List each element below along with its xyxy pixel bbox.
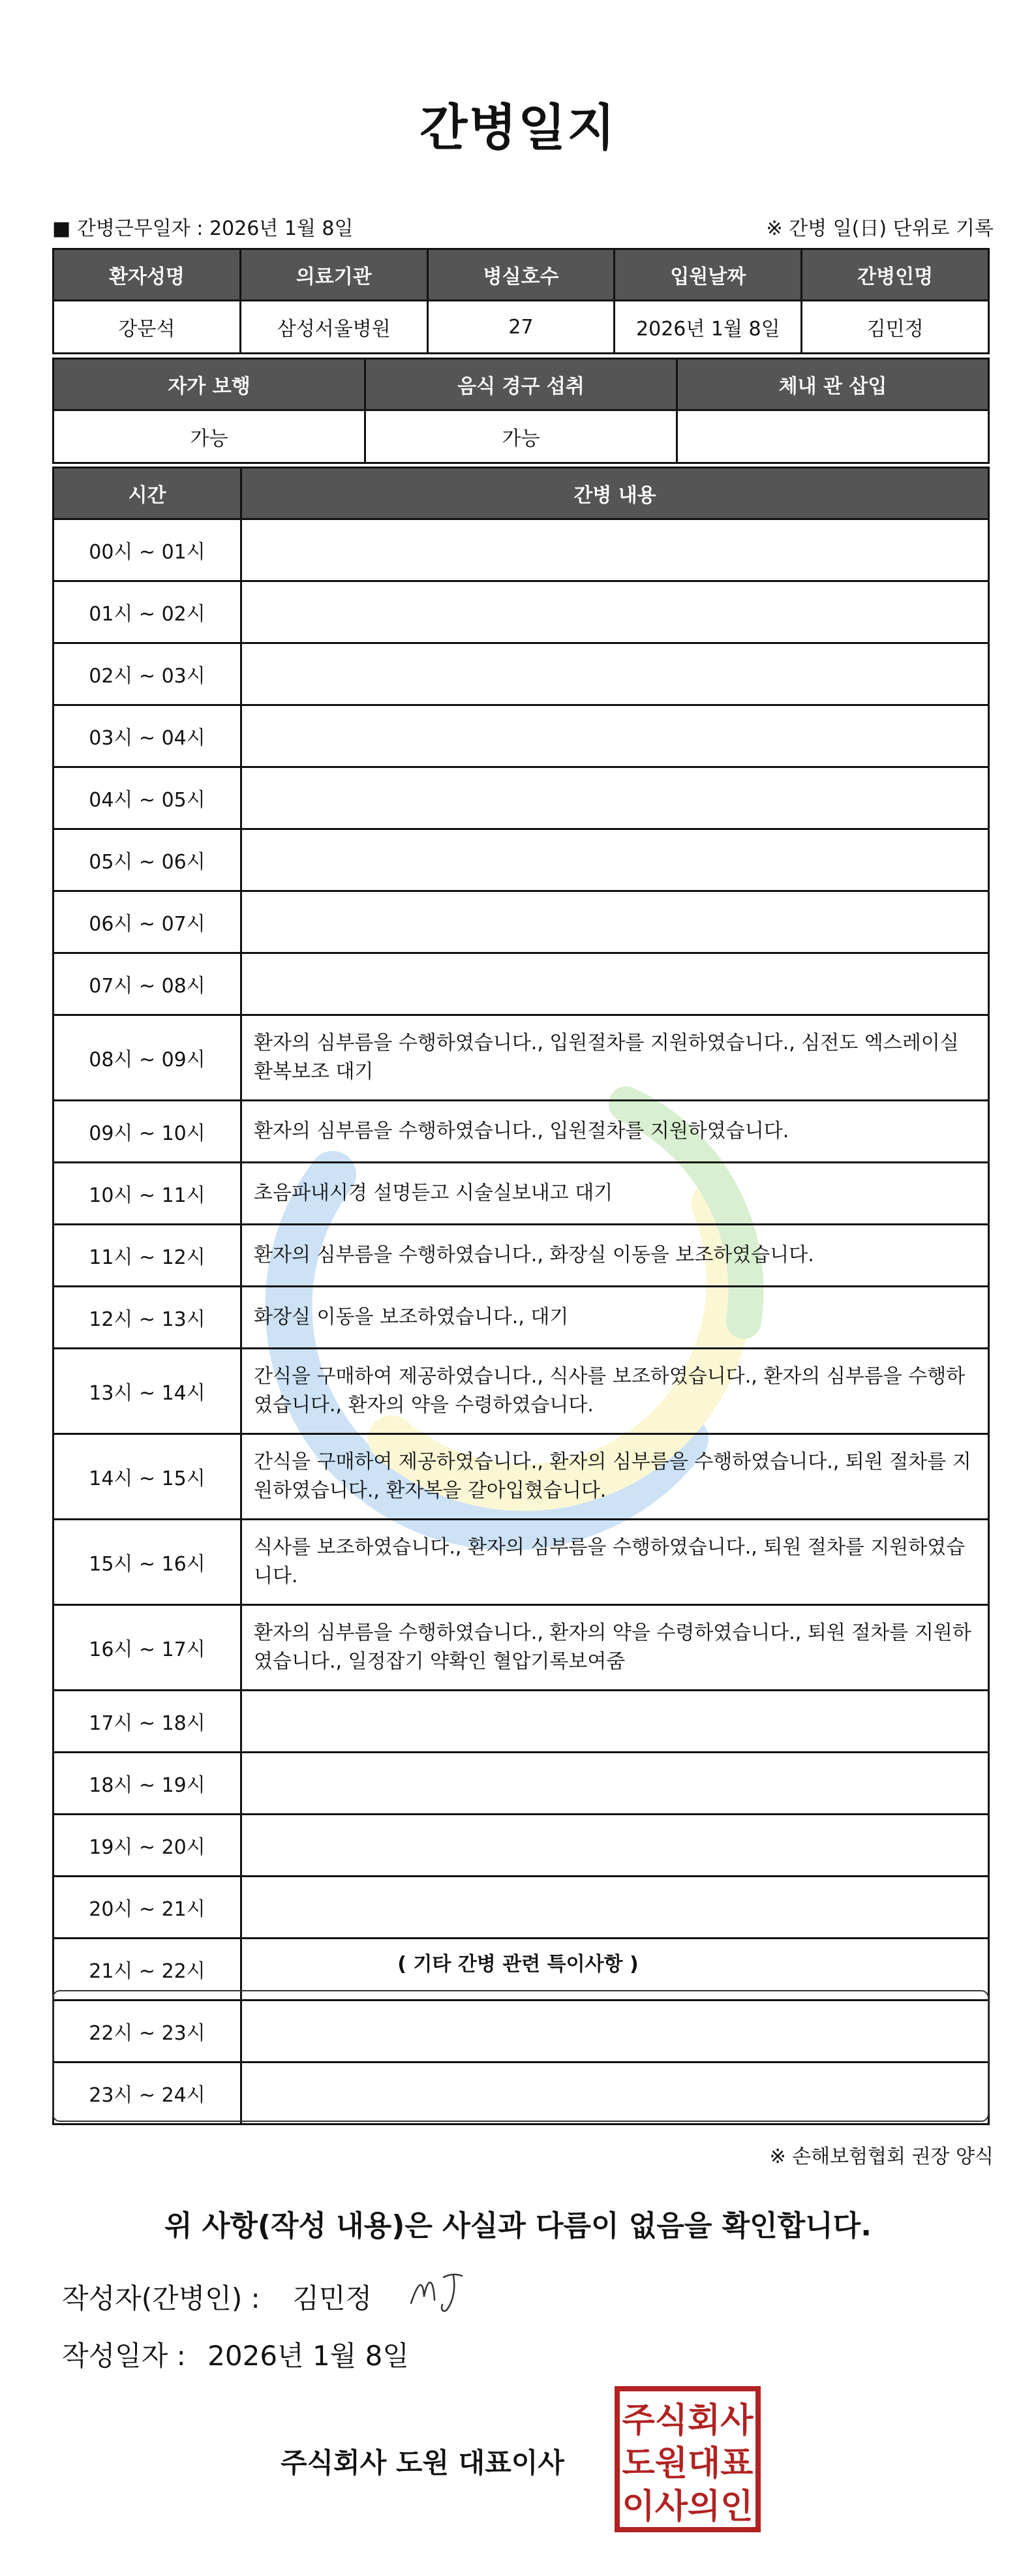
header-tube: 체내 관 삽입 <box>677 359 989 410</box>
table-row <box>53 1753 989 1815</box>
caregiver-name: 김민정 <box>802 301 989 354</box>
table-row <box>53 1691 989 1753</box>
page-title: 간병일지 <box>419 99 617 157</box>
writer-label: 작성자(간병인) : <box>62 2282 260 2314</box>
writer-name: 김민정 <box>292 2282 373 2314</box>
header-room: 병실호수 <box>427 249 615 301</box>
header-hospital: 의료기관 <box>240 249 427 301</box>
table-row <box>53 1349 989 1434</box>
oral-intake-value: 가능 <box>365 410 677 463</box>
time-slot: 12시 ~ 13시 <box>53 1287 241 1349</box>
work-date-value: 2026년 1월 8일 <box>209 217 354 240</box>
table-row <box>53 953 989 1015</box>
time-slot: 08시 ~ 09시 <box>53 1015 241 1101</box>
table-row <box>53 705 989 767</box>
hospital-name: 삼성서울병원 <box>240 301 427 354</box>
care-content <box>241 1753 989 1815</box>
company-name: 주식회사 도원 대표이사 <box>281 2447 564 2479</box>
walking-value: 가능 <box>53 410 365 463</box>
table-row <box>53 1605 989 1691</box>
time-slot: 01시 ~ 02시 <box>53 581 241 643</box>
time-slot: 02시 ~ 03시 <box>53 643 241 705</box>
care-log-body <box>53 519 989 2124</box>
time-slot: 22시 ~ 23시 <box>53 2001 241 2062</box>
time-slot: 21시 ~ 22시 <box>53 1939 241 2001</box>
table-row <box>53 1877 989 1939</box>
time-slot: 09시 ~ 10시 <box>53 1101 241 1163</box>
seal-line-2: 도원대표 <box>622 2444 754 2483</box>
table-row <box>53 1520 989 1605</box>
time-slot: 13시 ~ 14시 <box>53 1349 241 1434</box>
care-log-table <box>52 467 990 2125</box>
time-slot: 23시 ~ 24시 <box>53 2062 241 2124</box>
patient-name: 강문석 <box>53 301 241 354</box>
care-content <box>241 643 989 705</box>
care-content <box>241 1691 989 1753</box>
time-slot: 00시 ~ 01시 <box>53 519 241 581</box>
admission-date: 2026년 1월 8일 <box>615 301 802 354</box>
work-date-label: ■ 간병근무일자 : <box>52 217 204 240</box>
header-patient-name: 환자성명 <box>53 249 241 301</box>
time-slot: 03시 ~ 04시 <box>53 705 241 767</box>
time-slot: 07시 ~ 08시 <box>53 953 241 1015</box>
care-content <box>241 953 989 1015</box>
time-slot: 14시 ~ 15시 <box>53 1434 241 1520</box>
care-content <box>241 1815 989 1877</box>
care-content: 초음파내시경 설명듣고 시술실보내고 대기 <box>241 1163 989 1225</box>
care-content <box>241 519 989 581</box>
header-oral-intake: 음식 경구 섭취 <box>365 359 677 410</box>
table-row <box>53 1434 989 1520</box>
table-row <box>53 1101 989 1163</box>
seal-line-3: 이사의인 <box>622 2487 754 2526</box>
table-row <box>53 1015 989 1101</box>
writer-line <box>62 2277 372 2316</box>
table-row <box>53 1225 989 1287</box>
time-slot: 05시 ~ 06시 <box>53 829 241 891</box>
table-row <box>53 643 989 705</box>
care-content <box>241 767 989 829</box>
header-time: 시간 <box>53 468 241 519</box>
ability-table <box>52 358 990 464</box>
care-content: 환자의 심부름을 수행하였습니다., 화장실 이동을 보조하였습니다. <box>241 1225 989 1287</box>
care-content <box>241 829 989 891</box>
time-slot: 17시 ~ 18시 <box>53 1691 241 1753</box>
care-content: 간식을 구매하여 제공하였습니다., 식사를 보조하였습니다., 환자의 심부름을 수행하였습니다., 환자의 약을 수령하였습니다. <box>241 1349 989 1434</box>
seal-line-1: 주식회사 <box>622 2401 754 2440</box>
header-walking: 자가 보행 <box>53 359 365 410</box>
table-row <box>53 1287 989 1349</box>
time-slot: 15시 ~ 16시 <box>53 1520 241 1605</box>
time-slot: 16시 ~ 17시 <box>53 1605 241 1691</box>
care-content: 간식을 구매하여 제공하였습니다., 환자의 심부름을 수행하였습니다., 퇴원 절차를 지원하였습니다., 환자복을 갈아입혔습니다. <box>241 1434 989 1520</box>
care-content: 환자의 심부름을 수행하였습니다., 환자의 약을 수령하였습니다., 퇴원 절차를 지원하였습니다., 일정잡기 약확인 혈압기록보여줌 <box>241 1605 989 1691</box>
care-content: 식사를 보조하였습니다., 환자의 심부름을 수행하였습니다., 퇴원 절차를 지원하였습니다. <box>241 1520 989 1605</box>
table-row <box>53 519 989 581</box>
care-content <box>241 891 989 953</box>
care-content <box>241 705 989 767</box>
time-slot: 04시 ~ 05시 <box>53 767 241 829</box>
care-content: 환자의 심부름을 수행하였습니다., 입원절차를 지원하였습니다. <box>241 1101 989 1163</box>
patient-info-table <box>52 248 990 354</box>
company-seal-icon <box>613 2385 762 2534</box>
table-row <box>53 1815 989 1877</box>
notes-label: ( 기타 간병 관련 특이사항 ) <box>397 1953 639 1976</box>
tube-value <box>677 410 989 463</box>
table-row <box>53 767 989 829</box>
written-date-line <box>62 2335 409 2374</box>
care-content: 환자의 심부름을 수행하였습니다., 입원절차를 지원하였습니다., 심전도 엑스레이실 환복보조 대기 <box>241 1015 989 1101</box>
care-content: 화장실 이동을 보조하였습니다., 대기 <box>241 1287 989 1349</box>
header-admission-date: 입원날짜 <box>615 249 802 301</box>
time-slot: 11시 ~ 12시 <box>53 1225 241 1287</box>
confirmation-statement: 위 사항(작성 내용)은 사실과 다름이 없음을 확인합니다. <box>164 2209 872 2243</box>
time-slot: 06시 ~ 07시 <box>53 891 241 953</box>
header-care-content: 간병 내용 <box>241 468 989 519</box>
unit-note: ※ 간병 일(日) 단위로 기록 <box>766 217 994 240</box>
recommended-form-note: ※ 손해보험협회 권장 양식 <box>769 2145 994 2168</box>
table-row <box>53 891 989 953</box>
time-slot: 19시 ~ 20시 <box>53 1815 241 1877</box>
notes-box <box>52 1990 989 2122</box>
room-number: 27 <box>427 301 615 354</box>
header-caregiver: 간병인명 <box>802 249 989 301</box>
table-row <box>53 581 989 643</box>
care-content <box>241 1877 989 1939</box>
table-row <box>53 1163 989 1225</box>
date-label: 작성일자 : <box>62 2340 186 2372</box>
work-date <box>52 212 354 241</box>
time-slot: 10시 ~ 11시 <box>53 1163 241 1225</box>
table-row <box>53 829 989 891</box>
time-slot: 20시 ~ 21시 <box>53 1877 241 1939</box>
time-slot: 18시 ~ 19시 <box>53 1753 241 1815</box>
date-value: 2026년 1월 8일 <box>207 2340 409 2372</box>
signature-icon <box>404 2264 496 2316</box>
care-content <box>241 581 989 643</box>
